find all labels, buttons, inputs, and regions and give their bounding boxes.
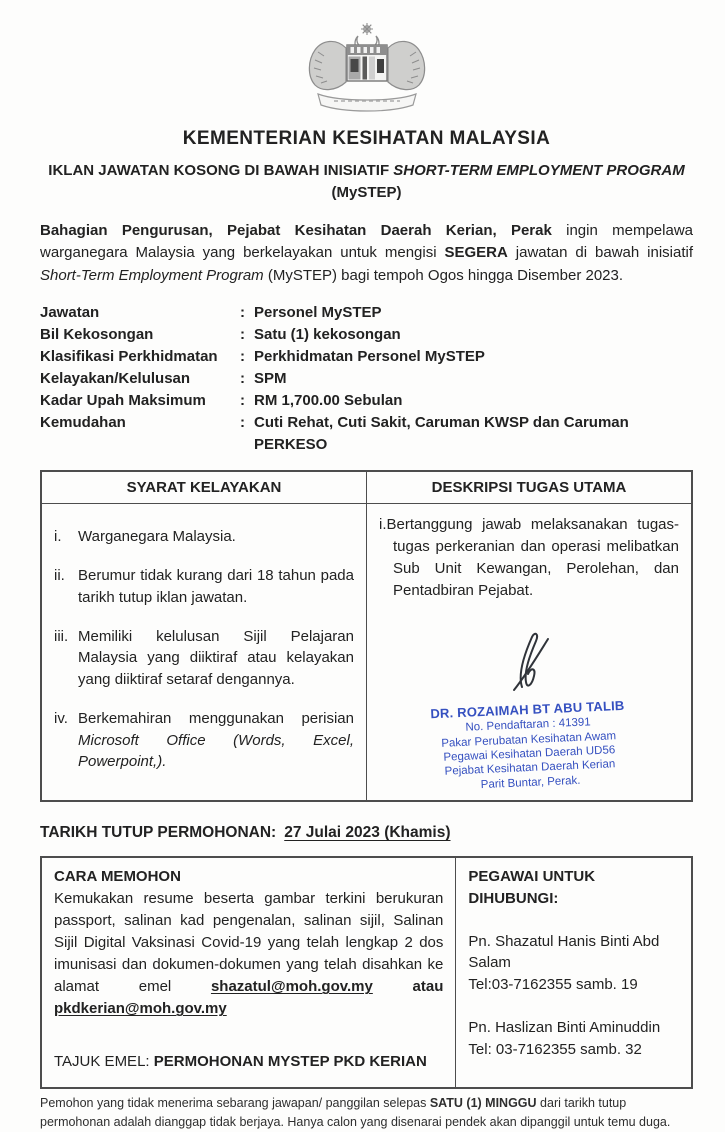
cara-memohon-header: CARA MEMOHON [54,868,181,886]
handwritten-signature [498,627,560,693]
footer-disclaimer: Pemohon yang tidak menerima sebarang jawapan/ panggilan selepas SATU (1) MINGGU dari tarikh tutup permohonan adalah dianggap tidak berjaya. Hanya calon yang disenarai pendek akan dipanggil untuk temu duga. [40,1095,671,1129]
stamp-grade-line: Pegawai Kesihatan Daerah UD56 [443,744,616,764]
detail-row-jawatan: Jawatan : Personel MySTEP [40,304,382,321]
deskripsi-tugas-cell [367,504,691,800]
intro-paragraph: Bahagian Pengurusan, Pejabat Kesihatan Daerah Kerian, Perak ingin mempelawa warganegara Malaysia yang berkelayakan untuk mengisi SEGERA jawatan di bawah inisiatif Short-Term Employment Program (MySTEP) bagi tempoh Ogos hingga Disember 2023. [40,221,693,284]
detail-row-kelayakan: Kelayakan/Kelulusan : SPM [40,370,287,388]
requirements-table [40,470,693,802]
footer-satu-minggu: SATU (1) MINGGU [429,1095,537,1110]
application-info-table [40,856,693,1088]
microsoft-office-italic: Microsoft Office (Words, Excel, Powerpoint,). [78,731,354,771]
contact-1-tel: Tel:03-7162355 samb. 19 [468,976,638,994]
column-header-syarat: SYARAT KELAYAKAN [42,472,367,503]
contact-2 [468,1017,679,1061]
intro-program-name: Short-Term Employment Program [40,266,264,284]
stamp-doctor-name: DR. ROZAIMAH BT ABU TALIB [430,697,625,722]
subtitle-program-name: SHORT-TERM EMPLOYMENT PROGRAM [393,162,685,179]
tajuk-emel-value: PERMOHONAN MYSTEP PKD KERIAN [153,1052,427,1070]
cara-memohon-body: Kemukakan resume beserta gambar terkini berukuran passport, salinan kad pengenalan, salinan sijil, Salinan Sijil Digital Vaksinasi Covid-19 yang telah lengkap 2 dos imunisasi dan dokumen-dokumen yang telah disahkan ke alamat emel shazatul@moh.gov.my atau pkdkerian@moh.gov.my [54,890,444,1018]
detail-row-bil-kekosongan: Bil Kekosongan : Satu (1) kekosongan [40,326,401,344]
closing-date-line [40,824,693,842]
detail-row-klasifikasi: Klasifikasi Perkhidmatan : Perkhidmatan Personel MySTEP [40,348,485,366]
subtitle-mystep: (MySTEP) [331,183,402,201]
syarat-item-1: i. Warganegara Malaysia. [54,528,236,546]
syarat-item-4: iv. Berkemahiran menggunakan perisian Microsoft Office (Words, Excel, Powerpoint,). [54,709,354,771]
signature-area [379,627,679,790]
intro-segera: SEGERA [444,244,508,261]
contact-1-name: Pn. Shazatul Hanis Binti Abd Salam [468,932,660,972]
column-header-deskripsi: DESKRIPSI TUGAS UTAMA [431,479,627,497]
requirements-table-header [42,472,691,504]
stamp-registration-no: No. Pendaftaran : 41391 [465,716,591,735]
syarat-item-3: iii. Memiliki kelulusan Sijil Pelajaran Malaysia yang diiktiraf atau kelayakan yang diiktiraf setaraf dengannya. [54,627,354,689]
pegawai-dihubungi-cell [456,858,691,1086]
requirements-table-body [42,504,691,800]
stamp-location-line: Parit Buntar, Perak. [480,774,581,791]
detail-row-kadar-upah: Kadar Upah Maksimum : RM 1,700.00 Sebulan [40,392,403,410]
syarat-item-2: ii. Berumur tidak kurang dari 18 tahun pada tarikh tutup iklan jawatan. [54,567,354,606]
page-title: KEMENTERIAN KESIHATAN MALAYSIA [182,128,551,149]
closing-date-value: 27 Julai 2023 (Khamis) [284,824,451,842]
intro-department: Bahagian Pengurusan, Pejabat Kesihatan Daerah Kerian, Perak [40,221,552,239]
official-stamp [377,696,681,797]
job-details-list [40,302,693,456]
cara-memohon-cell [42,858,456,1086]
detail-row-kemudahan: Kemudahan : Cuti Rehat, Cuti Sakit, Caruman KWSP dan Caruman PERKESO [40,414,629,454]
contact-2-tel: Tel: 03-7162355 samb. 32 [468,1040,642,1058]
syarat-kelayakan-cell [42,504,367,800]
malaysia-coat-of-arms-logo [292,22,442,114]
tajuk-emel-label: TAJUK EMEL: [54,1052,154,1070]
task-item-1: i.Bertanggung jawab melaksanakan tugas-tugas perkeranian dan operasi melibatkan Sub Unit Kewangan, Perolehan, dan Pentadbiran Pejabat. [379,516,679,599]
stamp-office-line: Pejabat Kesihatan Daerah Kerian [444,758,616,779]
email-pkdkerian: pkdkerian@moh.gov.my [54,1000,227,1018]
contact-1 [468,931,679,996]
pegawai-header: PEGAWAI UNTUK DIHUBUNGI: [468,868,596,907]
stamp-title-line: Pakar Perubatan Kesihatan Awam [441,729,617,750]
email-subject-line [54,1051,443,1073]
page-subtitle [40,160,693,204]
subtitle-prefix: IKLAN JAWATAN KOSONG DI BAWAH INISIATIF [48,162,394,179]
email-shazatul: shazatul@moh.gov.my [210,978,373,996]
closing-date-label: TARIKH TUTUP PERMOHONAN: [40,824,277,842]
contact-2-name: Pn. Haslizan Binti Aminuddin [468,1018,661,1036]
